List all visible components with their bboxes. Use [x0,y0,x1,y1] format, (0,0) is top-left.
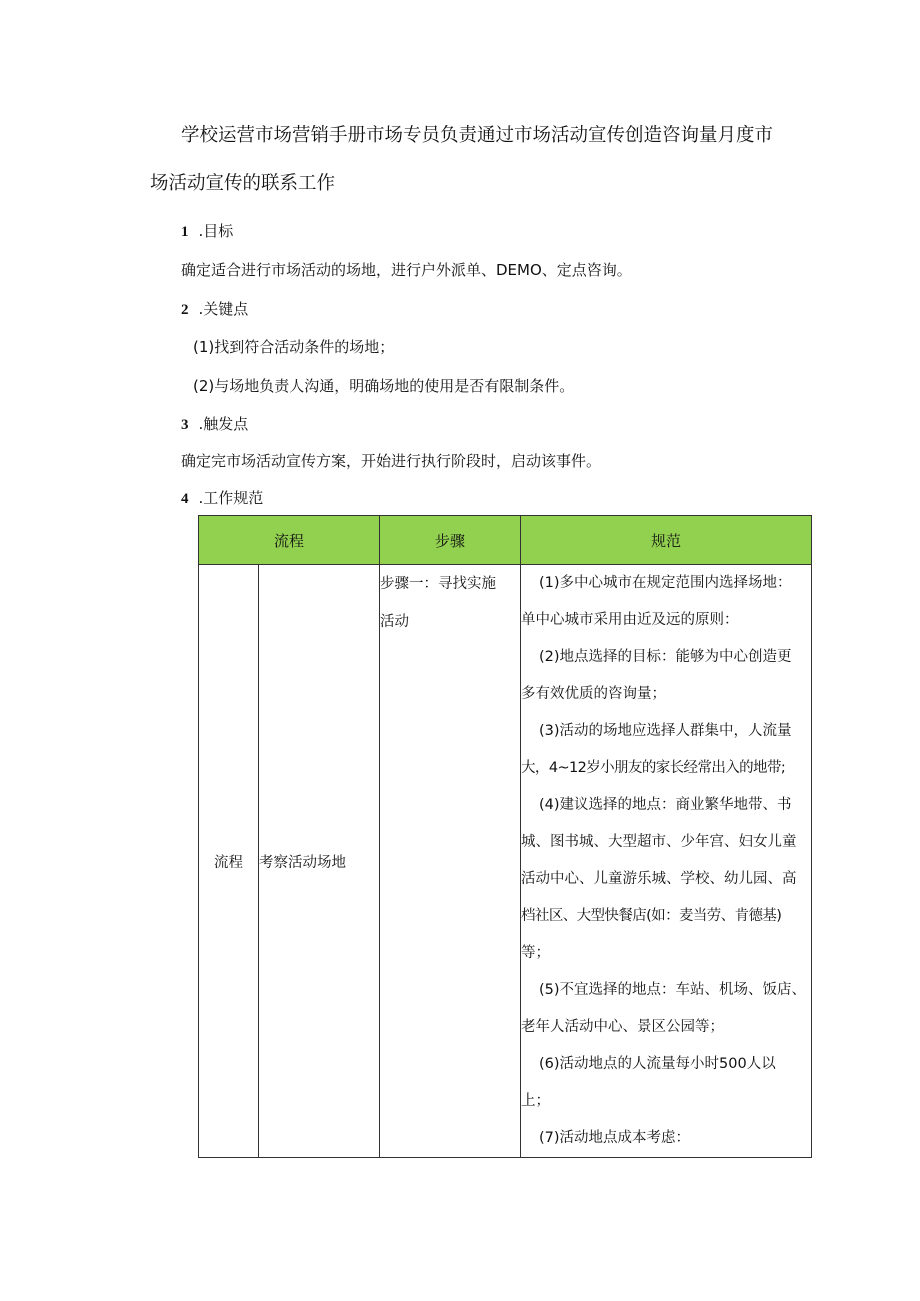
trigger-text: 确定完市场活动宣传方案，开始进行执行阶段时，启动该事件。 [181,452,602,470]
spec-line: 上； [521,1093,551,1109]
section-heading-key-points [181,299,248,320]
spec-line: 城、图书城、大型超市、少年宫、妇女儿童 [521,834,797,850]
key-point-1: (1)找到符合活动条件的场地； [193,338,395,356]
step-line-2: 活动 [380,614,410,630]
spec-line: 活动中心、儿童游乐城、学校、幼儿园、高 [521,871,797,887]
title-line-1: 学校运营市场营销手册市场专员负责通过市场活动宣传创造咨询量月度市 [181,125,774,146]
section-label: .目标 [198,222,234,240]
spec-line: 大，4~12岁小朋友的家长经常出入的地带; [521,760,786,776]
section-label: .关键点 [198,300,249,318]
spec-line: 单中心城市采用由近及远的原则： [521,612,739,628]
step-cell [380,565,521,1158]
spec-line: (4)建议选择的地点：商业繁华地带、书 [539,797,792,813]
section-number: 1 [181,224,189,240]
header-spec: 规范 [521,516,812,565]
section-label: .触发点 [198,415,249,433]
table-row [199,565,812,1158]
section-number: 3 [181,417,189,433]
spec-cell [521,565,812,1158]
section-label: .工作规范 [198,489,264,507]
work-spec-table [198,515,812,1158]
document-title [150,112,790,208]
spec-line: (2)地点选择的目标：能够为中心创造更 [539,649,792,665]
spec-line: (1)多中心城市在规定范围内选择场地： [539,575,792,591]
spec-line: 等； [521,945,551,961]
key-point-2: (2)与场地负责人沟通，明确场地的使用是否有限制条件。 [193,377,575,395]
spec-line: 档社区、大型快餐店(如：麦当劳、肯德基) [521,908,782,924]
sub-process-cell: 考察活动场地 [259,565,380,1158]
section-heading-goal [181,221,233,242]
section-heading-trigger [181,414,248,435]
title-line-2: 场活动宣传的联系工作 [150,173,336,194]
spec-line: (7)活动地点成本考虑： [539,1130,691,1146]
step-line-1: 步骤一：寻找实施 [380,576,497,592]
goal-text: 确定适合进行市场活动的场地，进行户外派单、DEMO、定点咨询。 [181,261,632,279]
header-step: 步骤 [380,516,521,565]
spec-line: (5)不宜选择的地点：车站、机场、饭店、 [539,982,807,998]
section-number: 2 [181,302,189,318]
header-process: 流程 [199,516,380,565]
table-header-row [199,516,812,565]
section-heading-work-spec [181,488,263,509]
process-cell: 流程 [199,565,259,1158]
spec-line: 多有效优质的咨询量； [521,686,667,702]
spec-line: (3)活动的场地应选择人群集中，人流量 [539,723,792,739]
spec-line: 老年人活动中心、景区公园等； [521,1019,725,1035]
section-number: 4 [181,491,189,507]
spec-line: (6)活动地点的人流量每小时500人以 [539,1056,776,1072]
